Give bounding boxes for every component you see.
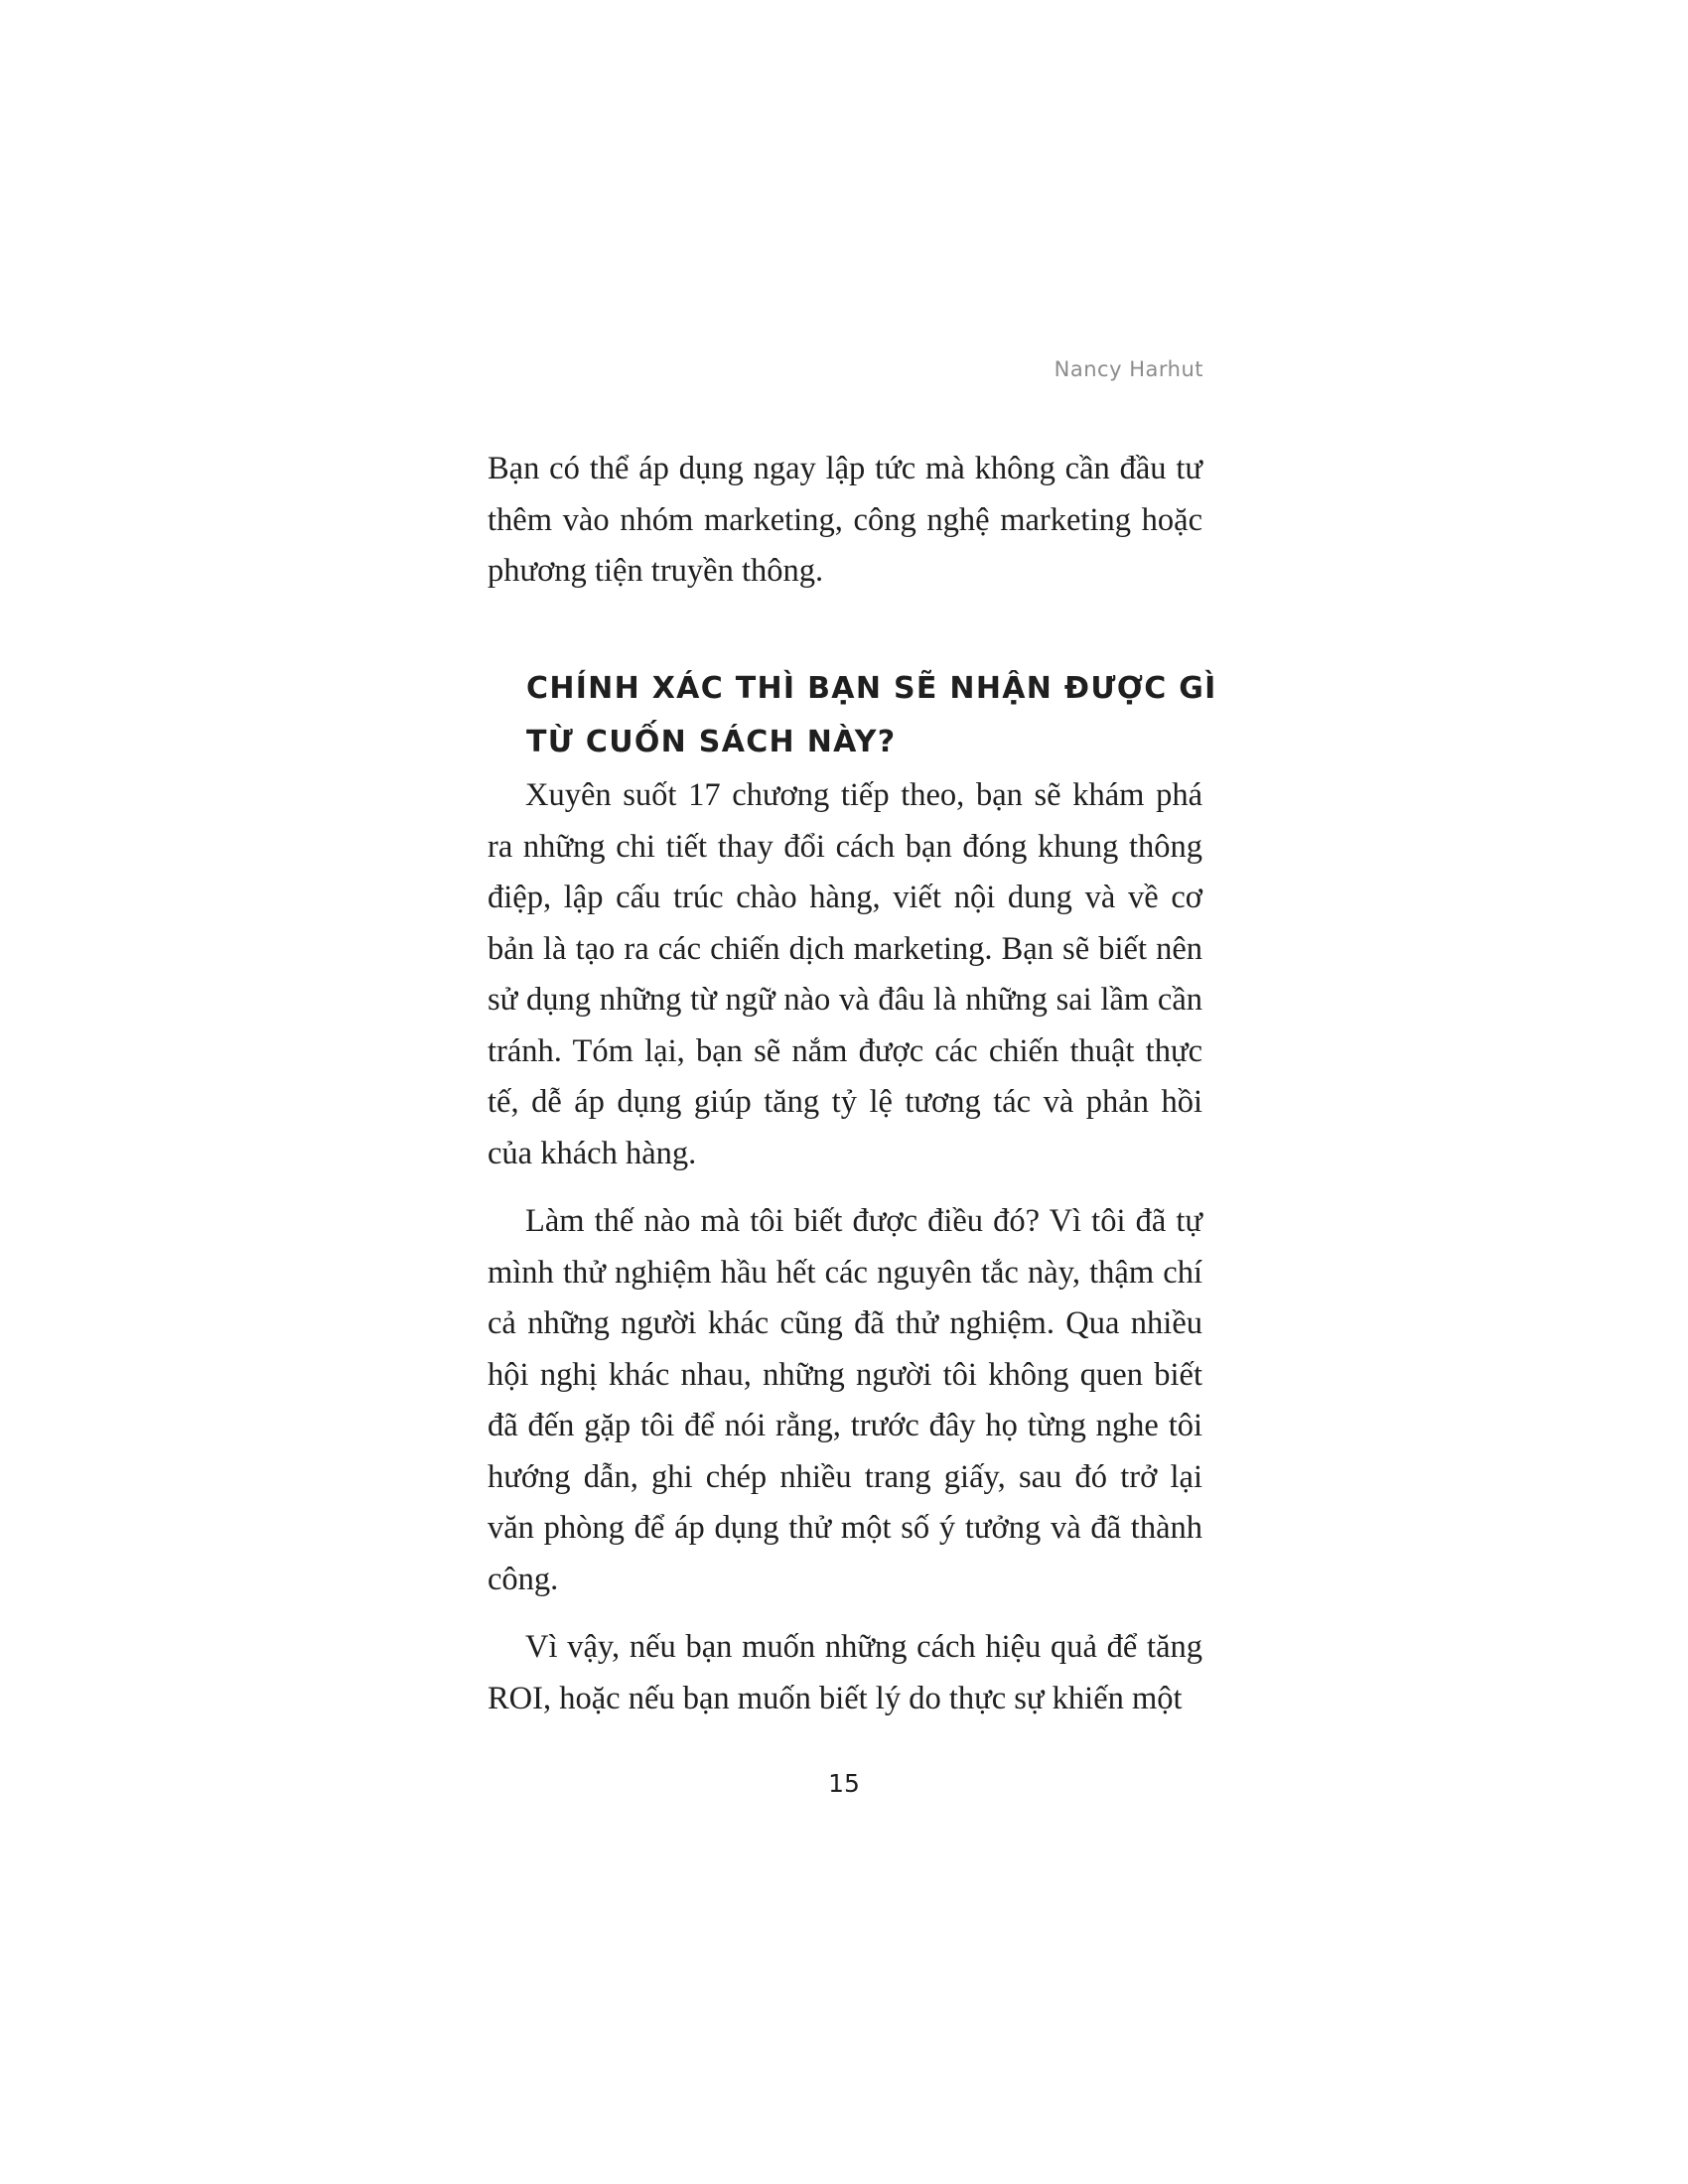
section-heading: CHÍNH XÁC THÌ BẠN SẼ NHẬN ĐƯỢC GÌ TỪ CUỐN SÁCH NÀY? (526, 670, 1217, 759)
section-body (488, 770, 1202, 1741)
intro-paragraph: Bạn có thể áp dụng ngay lập tức mà không cần đầu tư thêm vào nhóm marketing, công nghệ marketing hoặc phương tiện truyền thông. (488, 451, 1202, 589)
body-paragraph-3: Vì vậy, nếu bạn muốn những cách hiệu quả để tăng ROI, hoặc nếu bạn muốn biết lý do thực sự khiến một (488, 1629, 1202, 1716)
body-paragraph-1: Xuyên suốt 17 chương tiếp theo, bạn sẽ khám phá ra những chi tiết thay đổi cách bạn đóng khung thông điệp, lập cấu trúc chào hàng, viết nội dung và về cơ bản là tạo ra các chiến dịch marketing. Bạn sẽ biết nên sử dụng những từ ngữ nào và đâu là những sai lầm cần tránh. Tóm lại, bạn sẽ nắm được các chiến thuật thực tế, dễ áp dụng giúp tăng tỷ lệ tương tác và phản hồi của khách hàng. (488, 777, 1202, 1171)
body-paragraph-2: Làm thế nào mà tôi biết được điều đó? Vì tôi đã tự mình thử nghiệm hầu hết các nguyên tắc này, thậm chí cả những người khác cũng đã thử nghiệm. Qua nhiều hội nghị khác nhau, những người tôi không quen biết đã đến gặp tôi để nói rằng, trước đây họ từng nghe tôi hướng dẫn, ghi chép nhiều trang giấy, sau đó trở lại văn phòng để áp dụng thử một số ý tưởng và đã thành công. (488, 1203, 1202, 1597)
intro-paragraph-block (488, 444, 1202, 598)
page-number: 15 (828, 1769, 860, 1798)
running-header-author: Nancy Harhut (1054, 357, 1203, 381)
